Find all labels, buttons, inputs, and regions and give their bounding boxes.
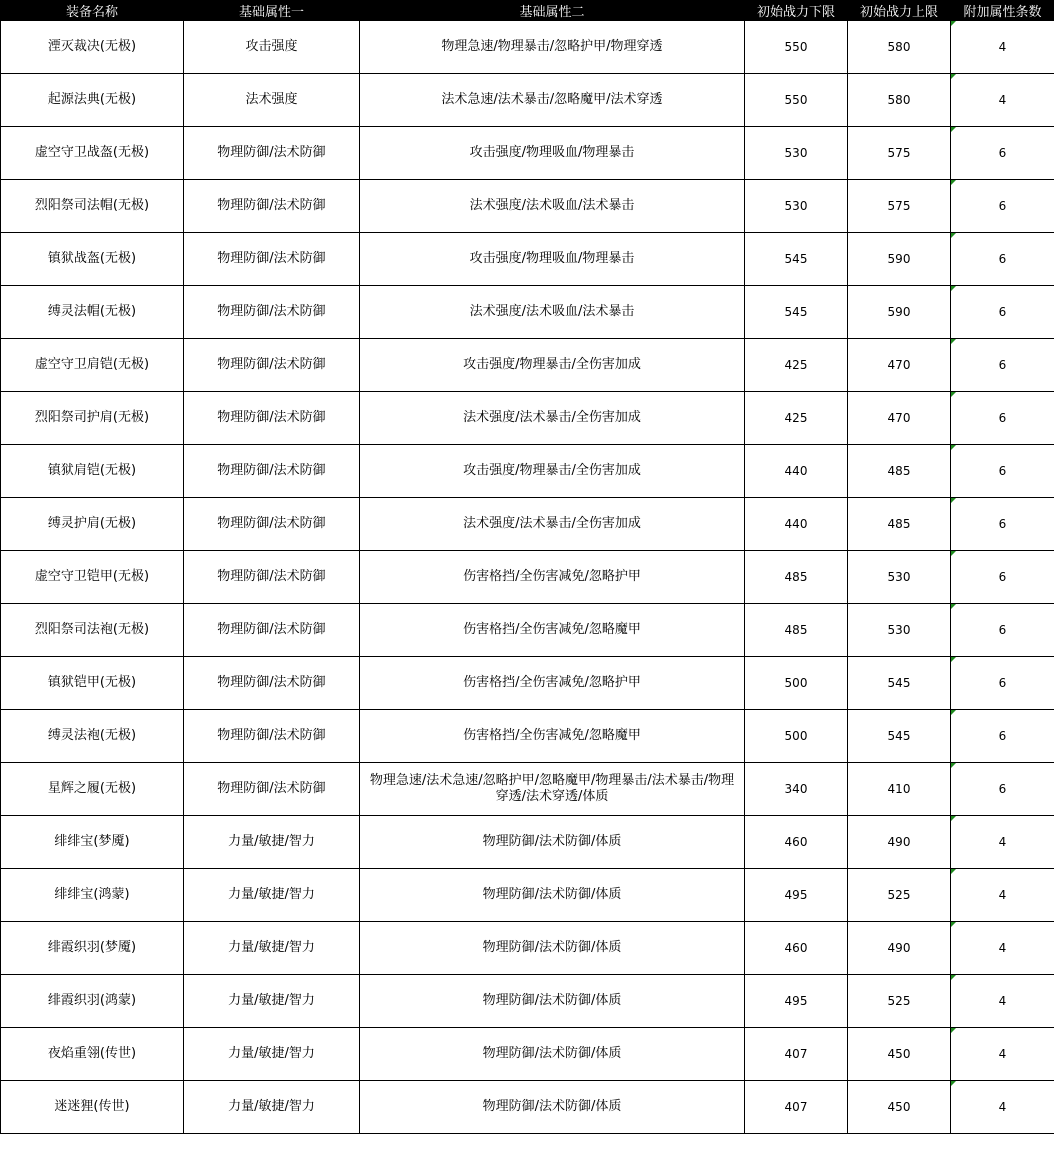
cell-equipment-name[interactable]: 缚灵法帽(无极)	[1, 286, 184, 339]
cell-power-min[interactable]: 500	[745, 657, 848, 710]
cell-base-attr-2[interactable]: 伤害格挡/全伤害减免/忽略护甲	[360, 551, 745, 604]
table-row	[1, 763, 1054, 816]
table-row	[1, 869, 1054, 922]
cell-extra-attr-count[interactable]: 6	[951, 657, 1054, 710]
cell-equipment-name[interactable]: 烈阳祭司护肩(无极)	[1, 392, 184, 445]
cell-power-max[interactable]: 580	[848, 21, 951, 74]
cell-power-max[interactable]: 545	[848, 710, 951, 763]
cell-equipment-name[interactable]: 虚空守卫肩铠(无极)	[1, 339, 184, 392]
cell-base-attr-1[interactable]: 物理防御/法术防御	[184, 604, 360, 657]
cell-base-attr-1[interactable]: 物理防御/法术防御	[184, 763, 360, 816]
cell-base-attr-1[interactable]: 物理防御/法术防御	[184, 657, 360, 710]
cell-power-min[interactable]: 340	[745, 763, 848, 816]
cell-base-attr-2[interactable]: 物理防御/法术防御/体质	[360, 975, 745, 1028]
cell-power-max[interactable]: 525	[848, 869, 951, 922]
cell-base-attr-2[interactable]: 物理防御/法术防御/体质	[360, 816, 745, 869]
cell-base-attr-2[interactable]: 伤害格挡/全伤害减免/忽略魔甲	[360, 710, 745, 763]
cell-equipment-name[interactable]: 湮灭裁决(无极)	[1, 21, 184, 74]
table-row	[1, 74, 1054, 127]
cell-power-min[interactable]: 407	[745, 1081, 848, 1134]
table-row	[1, 21, 1054, 74]
cell-equipment-name[interactable]: 绯霞织羽(梦魇)	[1, 922, 184, 975]
cell-base-attr-2[interactable]: 攻击强度/物理暴击/全伤害加成	[360, 339, 745, 392]
cell-base-attr-2[interactable]: 攻击强度/物理吸血/物理暴击	[360, 127, 745, 180]
table-row	[1, 233, 1054, 286]
cell-extra-attr-count[interactable]: 6	[951, 127, 1054, 180]
cell-extra-attr-count[interactable]: 6	[951, 604, 1054, 657]
cell-base-attr-1[interactable]: 物理防御/法术防御	[184, 180, 360, 233]
cell-equipment-name[interactable]: 绯绯宝(鸿蒙)	[1, 869, 184, 922]
table-body	[1, 21, 1054, 1134]
cell-equipment-name[interactable]: 迷迷狸(传世)	[1, 1081, 184, 1134]
cell-power-min[interactable]: 425	[745, 339, 848, 392]
cell-power-max[interactable]: 485	[848, 498, 951, 551]
cell-power-max[interactable]: 485	[848, 445, 951, 498]
cell-equipment-name[interactable]: 起源法典(无极)	[1, 74, 184, 127]
cell-equipment-name[interactable]: 星辉之履(无极)	[1, 763, 184, 816]
cell-power-min[interactable]: 407	[745, 1028, 848, 1081]
cell-base-attr-1[interactable]: 力量/敏捷/智力	[184, 1028, 360, 1081]
cell-base-attr-1[interactable]: 力量/敏捷/智力	[184, 816, 360, 869]
cell-base-attr-2[interactable]: 攻击强度/物理暴击/全伤害加成	[360, 445, 745, 498]
cell-extra-attr-count[interactable]: 6	[951, 339, 1054, 392]
cell-power-min[interactable]: 530	[745, 127, 848, 180]
cell-extra-attr-count[interactable]: 4	[951, 816, 1054, 869]
cell-base-attr-1[interactable]: 物理防御/法术防御	[184, 445, 360, 498]
cell-extra-attr-count[interactable]: 4	[951, 975, 1054, 1028]
cell-extra-attr-count[interactable]: 4	[951, 1028, 1054, 1081]
cell-base-attr-2[interactable]: 物理防御/法术防御/体质	[360, 869, 745, 922]
cell-base-attr-1[interactable]: 物理防御/法术防御	[184, 498, 360, 551]
cell-extra-attr-count[interactable]: 4	[951, 74, 1054, 127]
cell-extra-attr-count[interactable]: 4	[951, 922, 1054, 975]
cell-base-attr-1[interactable]: 力量/敏捷/智力	[184, 975, 360, 1028]
cell-power-min[interactable]: 545	[745, 286, 848, 339]
cell-power-max[interactable]: 410	[848, 763, 951, 816]
table-row	[1, 551, 1054, 604]
cell-equipment-name[interactable]: 烈阳祭司法袍(无极)	[1, 604, 184, 657]
cell-base-attr-2[interactable]: 物理防御/法术防御/体质	[360, 922, 745, 975]
table-row	[1, 445, 1054, 498]
cell-base-attr-1[interactable]: 物理防御/法术防御	[184, 551, 360, 604]
cell-extra-attr-count[interactable]: 6	[951, 392, 1054, 445]
cell-power-min[interactable]: 550	[745, 74, 848, 127]
cell-power-min[interactable]: 530	[745, 180, 848, 233]
cell-extra-attr-count[interactable]: 6	[951, 498, 1054, 551]
table-row	[1, 816, 1054, 869]
header-row	[1, 1, 1054, 21]
cell-base-attr-1[interactable]: 物理防御/法术防御	[184, 127, 360, 180]
header-cell-attr1[interactable]: 基础属性一	[184, 1, 360, 21]
cell-base-attr-2[interactable]: 伤害格挡/全伤害减免/忽略魔甲	[360, 604, 745, 657]
cell-power-max[interactable]: 490	[848, 922, 951, 975]
cell-extra-attr-count[interactable]: 4	[951, 21, 1054, 74]
table-row	[1, 339, 1054, 392]
cell-base-attr-1[interactable]: 力量/敏捷/智力	[184, 1081, 360, 1134]
table-row	[1, 1081, 1054, 1134]
header-cell-power-min[interactable]: 初始战力下限	[745, 1, 848, 21]
cell-equipment-name[interactable]: 镇狱肩铠(无极)	[1, 445, 184, 498]
header-cell-extra-count[interactable]: 附加属性条数	[951, 1, 1054, 21]
cell-power-max[interactable]: 490	[848, 816, 951, 869]
table-header	[1, 1, 1054, 21]
cell-power-min[interactable]: 440	[745, 445, 848, 498]
cell-base-attr-2[interactable]: 法术急速/法术暴击/忽略魔甲/法术穿透	[360, 74, 745, 127]
cell-power-max[interactable]: 470	[848, 392, 951, 445]
cell-base-attr-2[interactable]: 法术强度/法术吸血/法术暴击	[360, 286, 745, 339]
cell-extra-attr-count[interactable]: 6	[951, 551, 1054, 604]
cell-extra-attr-count[interactable]: 6	[951, 286, 1054, 339]
cell-base-attr-1[interactable]: 物理防御/法术防御	[184, 286, 360, 339]
table-row	[1, 1028, 1054, 1081]
cell-power-max[interactable]: 590	[848, 286, 951, 339]
cell-power-max[interactable]: 450	[848, 1081, 951, 1134]
cell-extra-attr-count[interactable]: 6	[951, 763, 1054, 816]
cell-extra-attr-count[interactable]: 6	[951, 233, 1054, 286]
header-cell-power-max[interactable]: 初始战力上限	[848, 1, 951, 21]
cell-extra-attr-count[interactable]: 6	[951, 710, 1054, 763]
cell-power-min[interactable]: 495	[745, 975, 848, 1028]
cell-power-max[interactable]: 530	[848, 604, 951, 657]
cell-power-min[interactable]: 440	[745, 498, 848, 551]
table-row	[1, 710, 1054, 763]
cell-extra-attr-count[interactable]: 6	[951, 445, 1054, 498]
cell-equipment-name[interactable]: 夜焰重翎(传世)	[1, 1028, 184, 1081]
table-row	[1, 286, 1054, 339]
cell-base-attr-2[interactable]: 物理防御/法术防御/体质	[360, 1081, 745, 1134]
cell-power-min[interactable]: 460	[745, 816, 848, 869]
cell-base-attr-1[interactable]: 力量/敏捷/智力	[184, 869, 360, 922]
cell-equipment-name[interactable]: 缚灵护肩(无极)	[1, 498, 184, 551]
cell-extra-attr-count[interactable]: 4	[951, 1081, 1054, 1134]
cell-power-max[interactable]: 580	[848, 74, 951, 127]
cell-base-attr-2[interactable]: 物理急速/物理暴击/忽略护甲/物理穿透	[360, 21, 745, 74]
cell-power-min[interactable]: 485	[745, 604, 848, 657]
cell-power-min[interactable]: 545	[745, 233, 848, 286]
cell-base-attr-2[interactable]: 攻击强度/物理吸血/物理暴击	[360, 233, 745, 286]
cell-base-attr-1[interactable]: 物理防御/法术防御	[184, 233, 360, 286]
cell-equipment-name[interactable]: 镇狱铠甲(无极)	[1, 657, 184, 710]
cell-power-max[interactable]: 450	[848, 1028, 951, 1081]
cell-equipment-name[interactable]: 虚空守卫战盔(无极)	[1, 127, 184, 180]
header-cell-name[interactable]: 装备名称	[1, 1, 184, 21]
cell-power-max[interactable]: 575	[848, 180, 951, 233]
cell-base-attr-2[interactable]: 法术强度/法术吸血/法术暴击	[360, 180, 745, 233]
table-row	[1, 975, 1054, 1028]
cell-power-min[interactable]: 485	[745, 551, 848, 604]
cell-base-attr-2[interactable]: 法术强度/法术暴击/全伤害加成	[360, 392, 745, 445]
cell-power-min[interactable]: 500	[745, 710, 848, 763]
table-row	[1, 657, 1054, 710]
cell-base-attr-1[interactable]: 法术强度	[184, 74, 360, 127]
cell-equipment-name[interactable]: 绯绯宝(梦魇)	[1, 816, 184, 869]
cell-power-max[interactable]: 525	[848, 975, 951, 1028]
cell-base-attr-2[interactable]: 法术强度/法术暴击/全伤害加成	[360, 498, 745, 551]
cell-base-attr-2[interactable]: 物理急速/法术急速/忽略护甲/忽略魔甲/物理暴击/法术暴击/物理穿透/法术穿透/体质	[360, 763, 745, 816]
cell-extra-attr-count[interactable]: 4	[951, 869, 1054, 922]
table-row	[1, 604, 1054, 657]
cell-equipment-name[interactable]: 绯霞织羽(鸿蒙)	[1, 975, 184, 1028]
cell-power-min[interactable]: 550	[745, 21, 848, 74]
cell-base-attr-2[interactable]: 伤害格挡/全伤害减免/忽略护甲	[360, 657, 745, 710]
cell-power-max[interactable]: 590	[848, 233, 951, 286]
cell-power-min[interactable]: 460	[745, 922, 848, 975]
cell-equipment-name[interactable]: 缚灵法袍(无极)	[1, 710, 184, 763]
cell-power-min[interactable]: 495	[745, 869, 848, 922]
cell-power-max[interactable]: 530	[848, 551, 951, 604]
cell-base-attr-1[interactable]: 力量/敏捷/智力	[184, 922, 360, 975]
cell-power-max[interactable]: 470	[848, 339, 951, 392]
cell-equipment-name[interactable]: 虚空守卫铠甲(无极)	[1, 551, 184, 604]
cell-power-max[interactable]: 545	[848, 657, 951, 710]
cell-base-attr-1[interactable]: 物理防御/法术防御	[184, 339, 360, 392]
table-row	[1, 922, 1054, 975]
table-row	[1, 180, 1054, 233]
table-row	[1, 498, 1054, 551]
cell-equipment-name[interactable]: 烈阳祭司法帽(无极)	[1, 180, 184, 233]
cell-extra-attr-count[interactable]: 6	[951, 180, 1054, 233]
cell-equipment-name[interactable]: 镇狱战盔(无极)	[1, 233, 184, 286]
cell-base-attr-1[interactable]: 物理防御/法术防御	[184, 710, 360, 763]
cell-power-min[interactable]: 425	[745, 392, 848, 445]
table-row	[1, 127, 1054, 180]
cell-base-attr-2[interactable]: 物理防御/法术防御/体质	[360, 1028, 745, 1081]
cell-base-attr-1[interactable]: 攻击强度	[184, 21, 360, 74]
cell-base-attr-1[interactable]: 物理防御/法术防御	[184, 392, 360, 445]
header-cell-attr2[interactable]: 基础属性二	[360, 1, 745, 21]
table-row	[1, 392, 1054, 445]
cell-power-max[interactable]: 575	[848, 127, 951, 180]
